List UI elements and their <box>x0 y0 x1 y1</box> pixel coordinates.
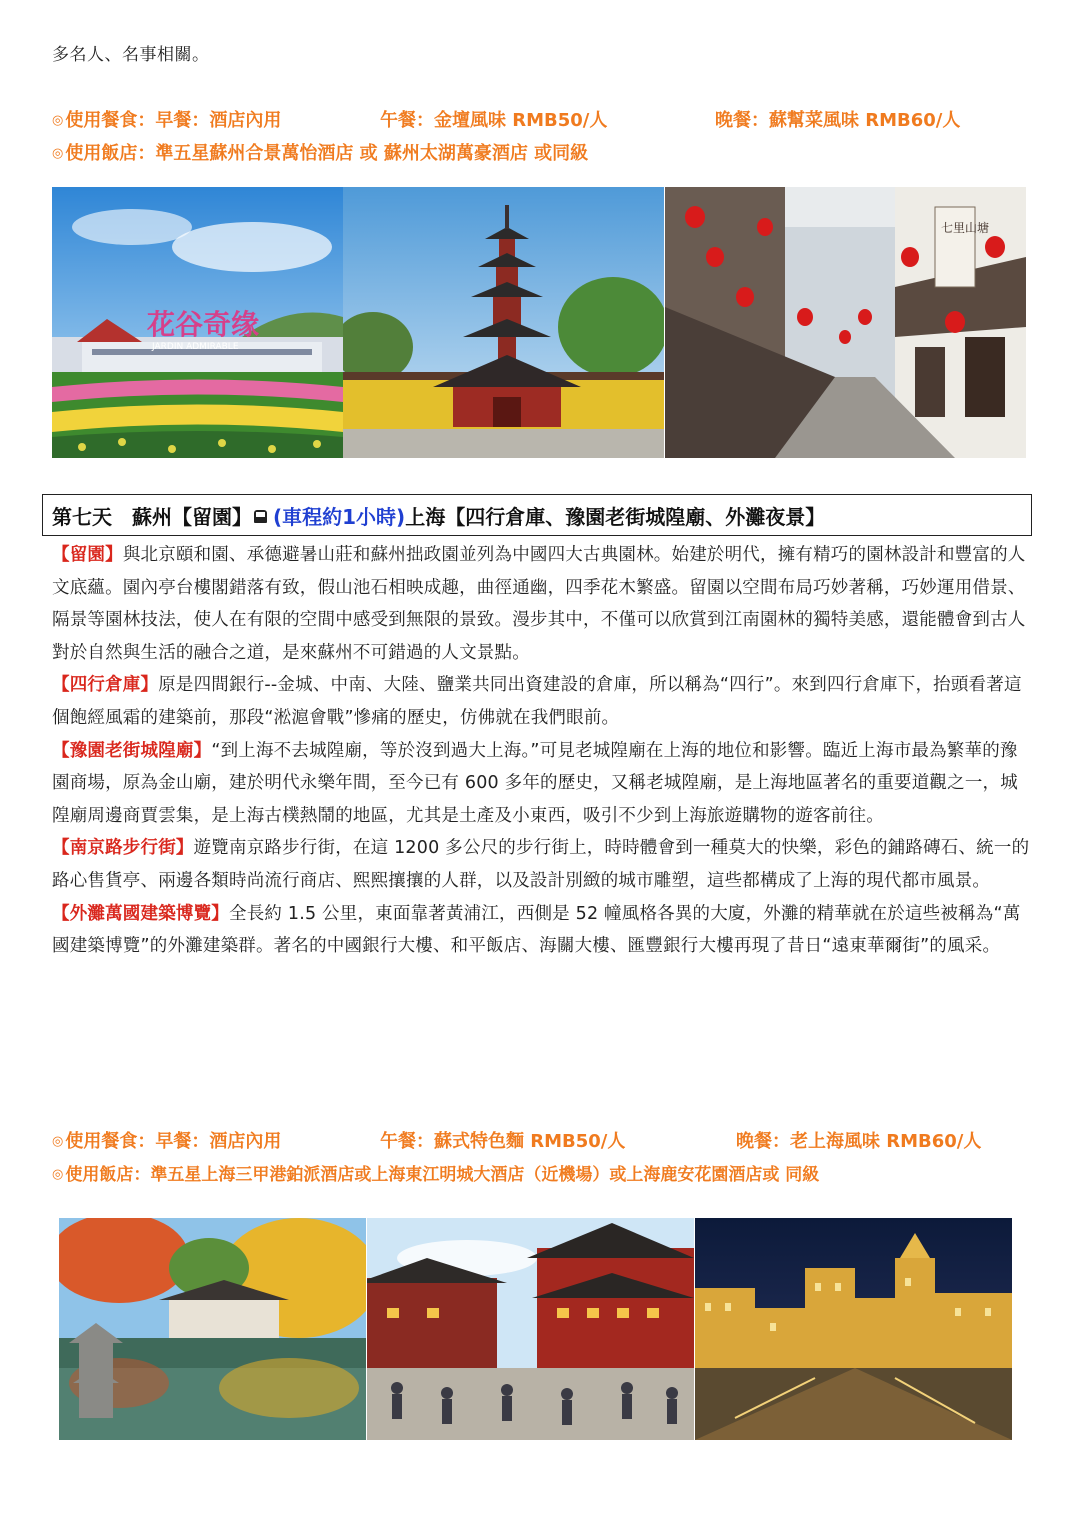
old-street-sign: 七里山塘 <box>941 221 990 235</box>
meals-lunch: 午餐：金壇風味 RMB50/人 <box>380 110 608 131</box>
bullet-icon: ◎ <box>52 113 64 128</box>
paragraph-text: 原是四間銀行--金城、中南、大陸、鹽業共同出資建設的倉庫，所以稱為“四行”。來到四行倉庫下，抬頭看著這個飽經風霜的建築前，那段“淞滬會戰”慘痛的歷史，仿佛就在我們眼前。 <box>52 675 1022 728</box>
flower-valley-sub: JARDIN ADMIRABLE <box>152 342 239 352</box>
meals-dinner: 晚餐：老上海風味 RMB60/人 <box>736 1131 982 1152</box>
old-street-photo <box>665 187 1026 458</box>
paragraph-sihang-warehouse <box>52 669 1032 734</box>
paragraph-label: 【南京路步行街】 <box>52 838 194 859</box>
day7-title-rest: 上海【四行倉庫、豫園老街城隍廟、外灘夜景】 <box>405 504 826 529</box>
paragraph-label: 【四行倉庫】 <box>52 675 159 696</box>
day7-header <box>42 494 1032 536</box>
paragraph-text: 與北京頤和園、承德避暑山莊和蘇州拙政園並列為中國四大古典園林。始建於明代，擁有精巧的園林設計和豐富的人文底蘊。園內亭台樓閣錯落有致，假山池石相映成趣，曲徑通幽，四季花木繁盛。留園以空間布局巧妙著稱，巧妙運用借景、隔景等園林技法，使人在有限的空間中感受到無限的景致。漫步其中，不僅可以欣賞到江南園林的獨特美感，還能體會到古人對於自然與生活的融合之道，是來蘇州不可錯過的人文景點。 <box>52 545 1026 663</box>
day6-meals-line <box>52 106 1032 132</box>
meals-lunch: 午餐：蘇式特色麵 RMB50/人 <box>380 1131 626 1152</box>
bus-icon <box>254 510 267 523</box>
paragraph-bund <box>52 898 1032 963</box>
meals-breakfast: 使用餐食：早餐：酒店內用 <box>65 1131 282 1152</box>
meals-breakfast: 使用餐食：早餐：酒店內用 <box>65 110 282 131</box>
paragraph-label: 【豫園老街城隍廟】 <box>52 740 212 761</box>
lingering-garden-photo <box>59 1218 366 1440</box>
drive-time: (車程約1小時) <box>273 504 406 529</box>
pagoda-temple-photo <box>343 187 664 458</box>
hotel-text: 使用飯店：準五星蘇州合景萬怡酒店 或 蘇州太湖萬豪酒店 或同級 <box>65 143 589 164</box>
intro-text: 多名人、名事相關。 <box>52 45 210 65</box>
day7-title: 第七天 蘇州【留園】 <box>52 504 252 529</box>
hotel-text: 使用飯店：準五星上海三甲港鉑派酒店或上海東江明城大酒店（近機場）或上海鹿安花園酒店或 同級 <box>65 1165 820 1185</box>
paragraph-lingering-garden <box>52 539 1032 669</box>
meals-dinner: 晚餐：蘇幫菜風味 RMB60/人 <box>715 110 961 131</box>
day7-description <box>52 539 1032 963</box>
paragraph-label: 【留園】 <box>52 545 123 565</box>
paragraph-text: 遊覽南京路步行街，在這 1200 多公尺的步行街上，時時體會到一種莫大的快樂，彩色的鋪路磚石、統一的路心售貨亭、兩邊各類時尚流行商店、熙熙攘攘的人群，以及設計別緻的城市雕塑，這些都構成了上海的現代都市風景。 <box>52 838 1030 891</box>
yuyuan-old-street-photo <box>367 1218 694 1440</box>
bullet-icon: ◎ <box>52 146 64 161</box>
bullet-icon: ◎ <box>52 1167 64 1182</box>
flower-valley-sign: 花谷奇缘 <box>147 308 260 341</box>
paragraph-text: 全長約 1.5 公里，東面靠著黃浦江，西側是 52 幢風格各異的大廈，外灘的精華就在於這些被稱為“萬國建築博覽”的外灘建築群。著名的中國銀行大樓、和平飯店、海關大樓、匯豐銀行大樓再現了昔日“遠東華爾街”的風采。 <box>52 903 1021 957</box>
bund-night-photo <box>695 1218 1012 1440</box>
day7-meals-line <box>52 1127 1032 1153</box>
paragraph-city-god-temple <box>52 735 1032 833</box>
day7-hotel-line <box>52 1160 819 1185</box>
bullet-icon: ◎ <box>52 1134 64 1149</box>
flower-valley-photo <box>52 187 343 458</box>
paragraph-label: 【外灘萬國建築博覽】 <box>52 903 229 924</box>
paragraph-text: “到上海不去城隍廟，等於沒到過大上海。”可見老城隍廟在上海的地位和影響。臨近上海市最為繁華的豫園商場，原為金山廟，建於明代永樂年間，至今已有 600 多年的歷史，又稱老城隍廟，是上海地區著名的重要道觀之一，城隍廟周邊商賈雲集，是上海古樸熱鬧的地區，尤其是土產及小東西，吸引不少到上海旅遊購物的遊客前往。 <box>52 740 1018 826</box>
paragraph-nanjing-road <box>52 832 1032 897</box>
day6-hotel-line <box>52 139 588 165</box>
